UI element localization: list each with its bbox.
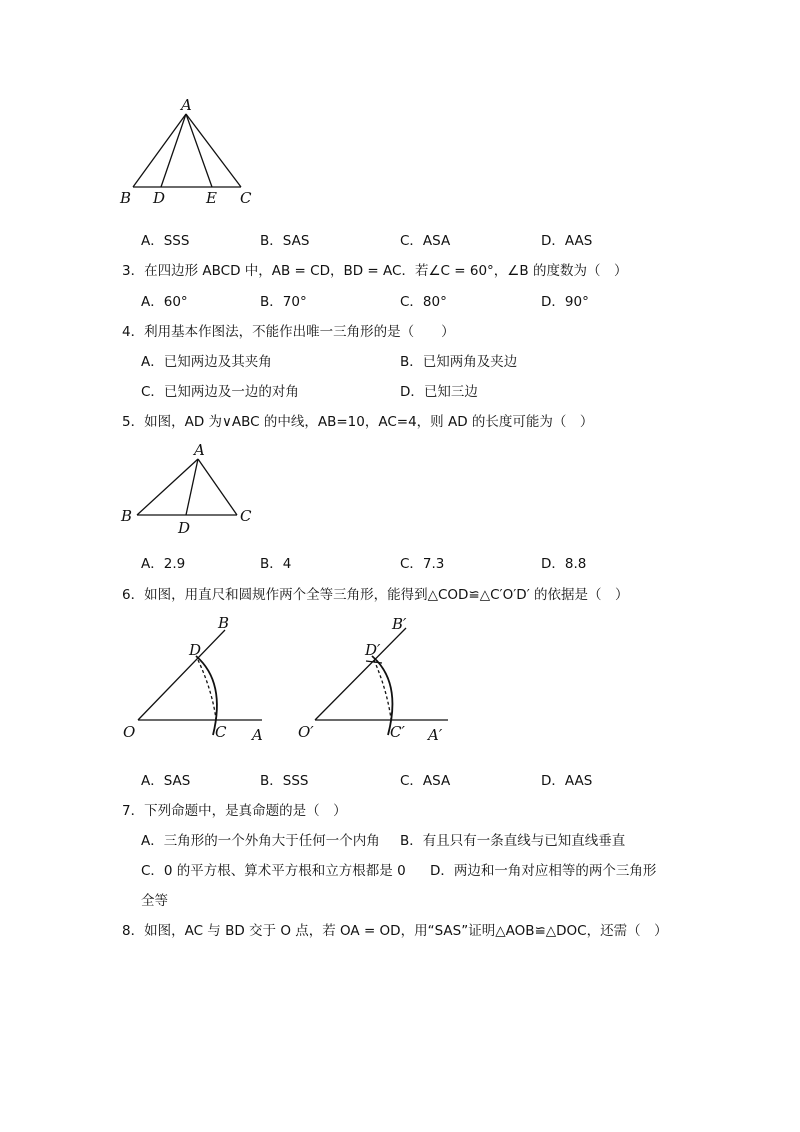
right-label-b: B′ xyxy=(392,615,407,633)
left-label-b: B xyxy=(218,614,230,632)
q3-option-d: D．90° xyxy=(541,294,589,310)
q7-option-b: B．有且只有一条直线与已知直线垂直 xyxy=(400,833,626,849)
question-4: 4．利用基本作图法，不能作出唯一三角形的是（ ） xyxy=(122,324,455,340)
right-label-a: A′ xyxy=(428,726,443,744)
question-8: 8．如图，AC 与 BD 交于 O 点，若 OA = OD，用“SAS”证明△AOB≌△DOC，还需（ ） xyxy=(122,923,668,939)
label-b: B xyxy=(121,507,133,525)
label-a: A xyxy=(194,441,205,459)
q6-option-b: B．SSS xyxy=(260,773,309,789)
question-5: 5．如图，AD 为∨ABC 的中线，AB=10，AC=4，则 AD 的长度可能为（ ） xyxy=(122,414,594,430)
label-a: A xyxy=(181,96,192,114)
q4-option-d: D．已知三边 xyxy=(400,384,478,400)
q7-option-a: A．三角形的一个外角大于任何一个内角 xyxy=(141,833,380,849)
q7-option-c: C．0 的平方根、算术平方根和立方根都是 0 xyxy=(141,863,406,879)
question-6: 6．如图，用直尺和圆规作两个全等三角形，能得到△COD≌△C′O′D′ 的依据是（ ） xyxy=(122,587,629,603)
q5-option-a: A．2.9 xyxy=(141,556,186,572)
right-label-c: C′ xyxy=(390,723,405,741)
q2-option-b: B．SAS xyxy=(260,233,310,249)
q4-option-c: C．已知两边及一边的对角 xyxy=(141,384,299,400)
left-label-d: D xyxy=(189,641,202,659)
left-label-o: O xyxy=(123,723,136,741)
q3-option-b: B．70° xyxy=(260,294,307,310)
left-label-c: C xyxy=(215,723,227,741)
q6-option-a: A．SAS xyxy=(141,773,191,789)
q4-option-a: A．已知两边及其夹角 xyxy=(141,354,272,370)
q5-option-c: C．7.3 xyxy=(400,556,445,572)
right-label-o: O′ xyxy=(298,723,314,741)
q3-option-a: A．60° xyxy=(141,294,188,310)
q4-option-b: B．已知两角及夹边 xyxy=(400,354,518,370)
question-7: 7．下列命题中，是真命题的是（ ） xyxy=(122,803,347,819)
question-3: 3．在四边形 ABCD 中，AB = CD，BD = AC．若∠C = 60°，∠B 的度数为（ ） xyxy=(122,263,628,279)
label-d: D xyxy=(178,519,191,537)
q2-option-c: C．ASA xyxy=(400,233,451,249)
q7-option-d: D．两边和一角对应相等的两个三角形 xyxy=(430,863,657,879)
q2-option-a: A．SSS xyxy=(141,233,190,249)
q6-option-c: C．ASA xyxy=(400,773,451,789)
label-c: C xyxy=(240,189,252,207)
q2-option-d: D．AAS xyxy=(541,233,593,249)
right-label-d: D′ xyxy=(365,641,381,659)
q3-option-c: C．80° xyxy=(400,294,447,310)
label-d: D xyxy=(153,189,166,207)
q7-option-d-continued: 全等 xyxy=(141,893,168,909)
label-e: E xyxy=(206,189,217,207)
q5-option-b: B．4 xyxy=(260,556,292,572)
q5-option-d: D．8.8 xyxy=(541,556,587,572)
q6-option-d: D．AAS xyxy=(541,773,593,789)
label-b: B xyxy=(120,189,132,207)
label-c: C xyxy=(240,507,252,525)
left-label-a: A xyxy=(252,726,263,744)
